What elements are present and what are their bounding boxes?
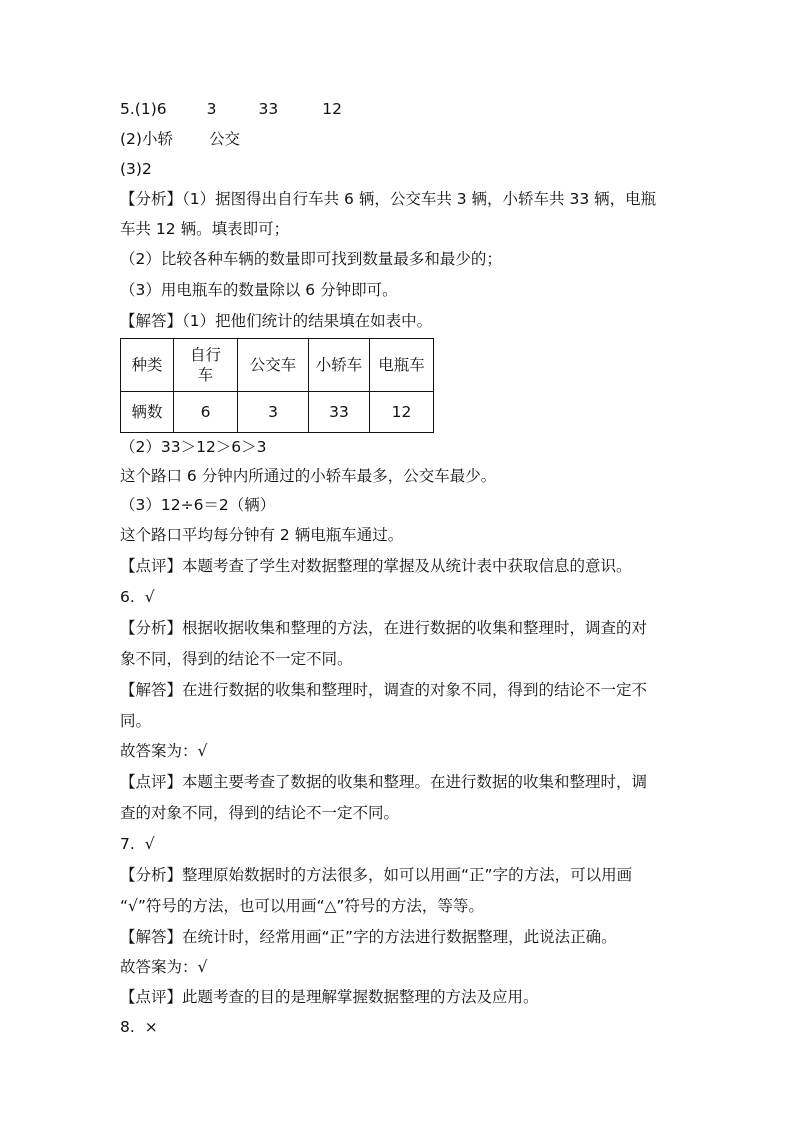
q5-analysis-line3: （2）比较各种车辆的数量即可找到数量最多和最少的；	[120, 250, 502, 268]
table-row-label: 辆数	[121, 392, 174, 433]
q5-solution-text1: （1）把他们统计的结果填在如表中。	[182, 312, 433, 330]
q5-solution-line5: 这个路口平均每分钟有 2 辆电瓶车通过。	[120, 526, 404, 544]
q5-solution-line4: （3）12÷6＝2（辆）	[120, 496, 276, 514]
q5-analysis-tag: 【分析】	[120, 190, 183, 208]
q6-comment-line2: 查的对象不同，得到的结论不一定不同。	[120, 804, 400, 822]
q5-answer-car: 33	[258, 100, 279, 118]
q5-comment-line1	[120, 556, 632, 576]
q6-solution-line1	[120, 680, 647, 700]
q5-comment-tag: 【点评】	[120, 557, 183, 575]
table-row	[121, 392, 434, 433]
table-cell-ebike: 12	[370, 392, 434, 433]
q8-header-line	[120, 1017, 158, 1037]
q7-solution-text1: 在统计时，经常用画“正”字的方法进行数据整理，此说法正确。	[182, 928, 617, 946]
q6-label: 6.	[120, 588, 135, 606]
q7-comment-tag: 【点评】	[120, 988, 183, 1006]
q6-solution-line2: 同。	[120, 712, 152, 730]
q7-final-answer: 故答案为：√	[120, 958, 208, 976]
table-header-bus: 公交车	[238, 339, 309, 392]
q6-solution-tag: 【解答】	[120, 681, 183, 699]
q7-analysis-tag: 【分析】	[120, 866, 183, 884]
q6-comment-line1	[120, 772, 647, 792]
q7-analysis-text1: 整理原始数据时的方法很多，如可以用画“正”字的方法，可以用画	[182, 866, 633, 884]
q6-comment-tag: 【点评】	[120, 773, 183, 791]
q5-answer-least: 公交	[208, 130, 240, 148]
q6-solution-text1: 在进行数据的收集和整理时，调查的对象不同，得到的结论不一定不	[182, 681, 648, 699]
q5-solution-line2: （2）33＞12＞6＞3	[120, 438, 267, 456]
q7-answer: √	[144, 835, 155, 853]
q6-comment-text1: 本题主要考查了数据的收集和整理。在进行数据的收集和整理时，调	[182, 773, 648, 791]
q5-analysis-line4: （3）用电瓶车的数量除以 6 分钟即可。	[120, 281, 398, 299]
q5-solution-line1	[120, 311, 432, 331]
q6-answer: √	[144, 588, 155, 606]
table-header-car: 小轿车	[309, 339, 370, 392]
q7-analysis-line1	[120, 865, 632, 885]
q7-header-line	[120, 834, 155, 854]
q5-part1-line	[120, 99, 342, 119]
table-header-type: 种类	[121, 339, 174, 392]
q5-analysis-line1	[120, 189, 656, 209]
q5-analysis-line2: 车共 12 辆。填表即可；	[120, 220, 290, 238]
q5-answer-bus: 3	[206, 100, 217, 118]
q6-analysis-line2: 象不同，得到的结论不一定不同。	[120, 650, 353, 668]
q5-answer-bicycle: 6	[156, 100, 167, 118]
q6-analysis-text1: 根据收据收集和整理的方法，在进行数据的收集和整理时，调查的对	[182, 619, 648, 637]
q5-part2-prefix: (2)	[120, 130, 142, 148]
q8-label: 8.	[120, 1018, 135, 1036]
q6-final-answer: 故答案为：√	[120, 742, 208, 760]
table-header-ebike: 电瓶车	[370, 339, 434, 392]
table-header-row	[121, 339, 434, 392]
q6-analysis-tag: 【分析】	[120, 619, 183, 637]
q6-header-line	[120, 587, 155, 607]
q5-answer-most: 小轿	[141, 130, 173, 148]
q5-comment-text1: 本题考查了学生对数据整理的掌握及从统计表中获取信息的意识。	[182, 557, 632, 575]
q5-part2-line	[120, 129, 240, 149]
q7-comment-line1	[120, 987, 539, 1007]
q7-comment-text1: 此题考查的目的是理解掌握数据整理的方法及应用。	[182, 988, 539, 1006]
table-cell-bus: 3	[238, 392, 309, 433]
q8-answer: ×	[144, 1018, 158, 1036]
q5-analysis-text1: （1）据图得出自行车共 6 辆，公交车共 3 辆，小轿车共 33 辆，电瓶	[182, 190, 657, 208]
q5-part1-prefix: (1)	[134, 100, 157, 118]
table-cell-car: 33	[309, 392, 370, 433]
q7-solution-line1	[120, 927, 617, 947]
table-header-bicycle	[174, 339, 238, 392]
table-cell-bicycle: 6	[174, 392, 238, 433]
q7-label: 7.	[120, 835, 135, 853]
q7-analysis-line2: “√”符号的方法，也可以用画“△”符号的方法，等等。	[120, 897, 484, 915]
q5-label: 5.	[120, 100, 135, 118]
q5-part3-line: (3)2	[120, 160, 152, 178]
q7-solution-tag: 【解答】	[120, 928, 183, 946]
q5-solution-tag: 【解答】	[120, 312, 183, 330]
q6-analysis-line1	[120, 618, 647, 638]
q5-solution-line3: 这个路口 6 分钟内所通过的小轿车最多，公交车最少。	[120, 467, 497, 485]
vehicle-count-table	[120, 338, 434, 433]
table-header-bicycle-label: 自行 车	[189, 346, 221, 384]
q5-answer-ebike: 12	[322, 100, 342, 118]
